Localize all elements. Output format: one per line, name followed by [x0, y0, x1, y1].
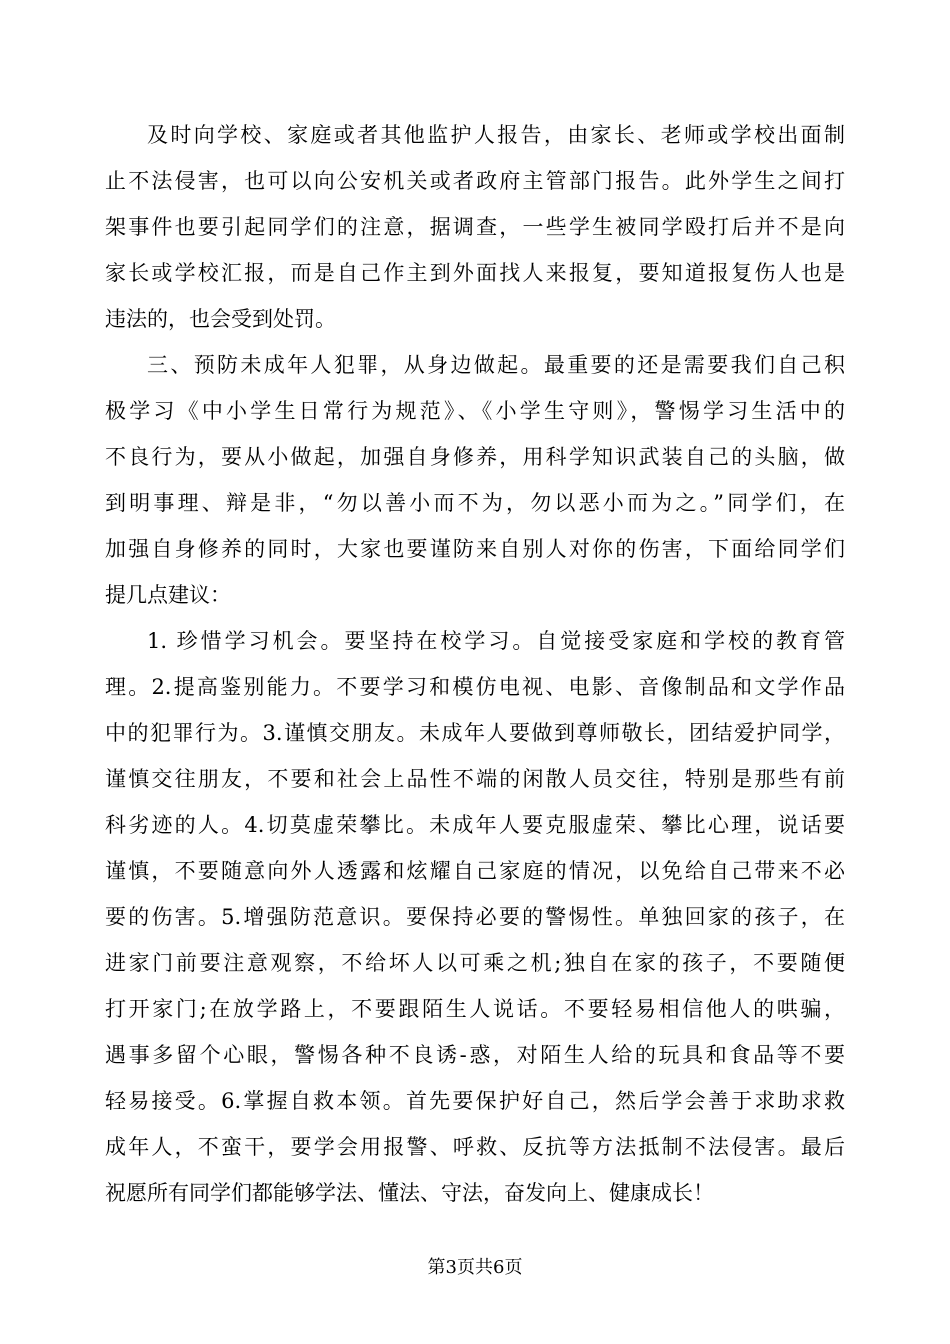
- text-line: 中的犯罪行为。3.谨慎交朋友。未成年人要做到尊师敬长，团结爱护同学，: [105, 721, 845, 745]
- paragraph: [105, 342, 845, 618]
- text-line: 要的伤害。5.增强防范意识。要保持必要的警惕性。单独回家的孩子，在: [105, 905, 845, 929]
- text-line: 止不法侵害，也可以向公安机关或者政府主管部门报告。此外学生之间打: [105, 169, 845, 193]
- text-line: 进家门前要注意观察，不给坏人以可乘之机;独自在家的孩子，不要随便: [105, 951, 845, 975]
- text-line: 谨慎交往朋友，不要和社会上品性不端的闲散人员交往，特别是那些有前: [105, 767, 845, 791]
- text-line: 科劣迹的人。4.切莫虚荣攀比。未成年人要克服虚荣、攀比心理，说话要: [105, 813, 845, 837]
- text-line: 1. 珍惜学习机会。要坚持在校学习。自觉接受家庭和学校的教育管: [147, 629, 845, 653]
- text-line: 提几点建议：: [105, 583, 231, 607]
- text-line: 谨慎，不要随意向外人透露和炫耀自己家庭的情况，以免给自己带来不必: [105, 859, 845, 883]
- text-line: 到明事理、辩是非，“勿以善小而不为，勿以恶小而为之。”同学们，在: [105, 491, 845, 515]
- document-body: [105, 112, 845, 1216]
- text-line: 祝愿所有同学们都能够学法、懂法、守法，奋发向上、健康成长！: [105, 1181, 714, 1205]
- text-line: 遇事多留个心眼，警惕各种不良诱-惑，对陌生人给的玩具和食品等不要: [105, 1043, 845, 1067]
- text-line: 不良行为，要从小做起，加强自身修养，用科学知识武装自己的头脑，做: [105, 445, 845, 469]
- page-number: 第3页共6页: [427, 1257, 523, 1278]
- text-line: 成年人，不蛮干，要学会用报警、呼救、反抗等方法抵制不法侵害。最后: [105, 1135, 845, 1159]
- paragraph: [105, 112, 845, 342]
- paragraph: [105, 618, 845, 1216]
- text-line: 家长或学校汇报，而是自己作主到外面找人来报复，要知道报复伤人也是: [105, 261, 845, 285]
- text-line: 打开家门;在放学路上，不要跟陌生人说话。不要轻易相信他人的哄骗，: [105, 997, 845, 1021]
- text-line: 架事件也要引起同学们的注意，据调查，一些学生被同学殴打后并不是向: [105, 215, 845, 239]
- text-line: 三、预防未成年人犯罪，从身边做起。最重要的还是需要我们自己积: [147, 353, 845, 377]
- text-line: 理。2.提高鉴别能力。不要学习和模仿电视、电影、音像制品和文学作品: [105, 675, 845, 699]
- text-line: 轻易接受。6.掌握自救本领。首先要保护好自己，然后学会善于求助求救: [105, 1089, 845, 1113]
- text-line: 加强自身修养的同时，大家也要谨防来自别人对你的伤害，下面给同学们: [105, 537, 845, 561]
- text-line: 违法的，也会受到处罚。: [105, 307, 336, 331]
- text-line: 及时向学校、家庭或者其他监护人报告，由家长、老师或学校出面制: [147, 123, 845, 147]
- text-line: 极学习《中小学生日常行为规范》、《小学生守则》，警惕学习生活中的: [105, 399, 845, 423]
